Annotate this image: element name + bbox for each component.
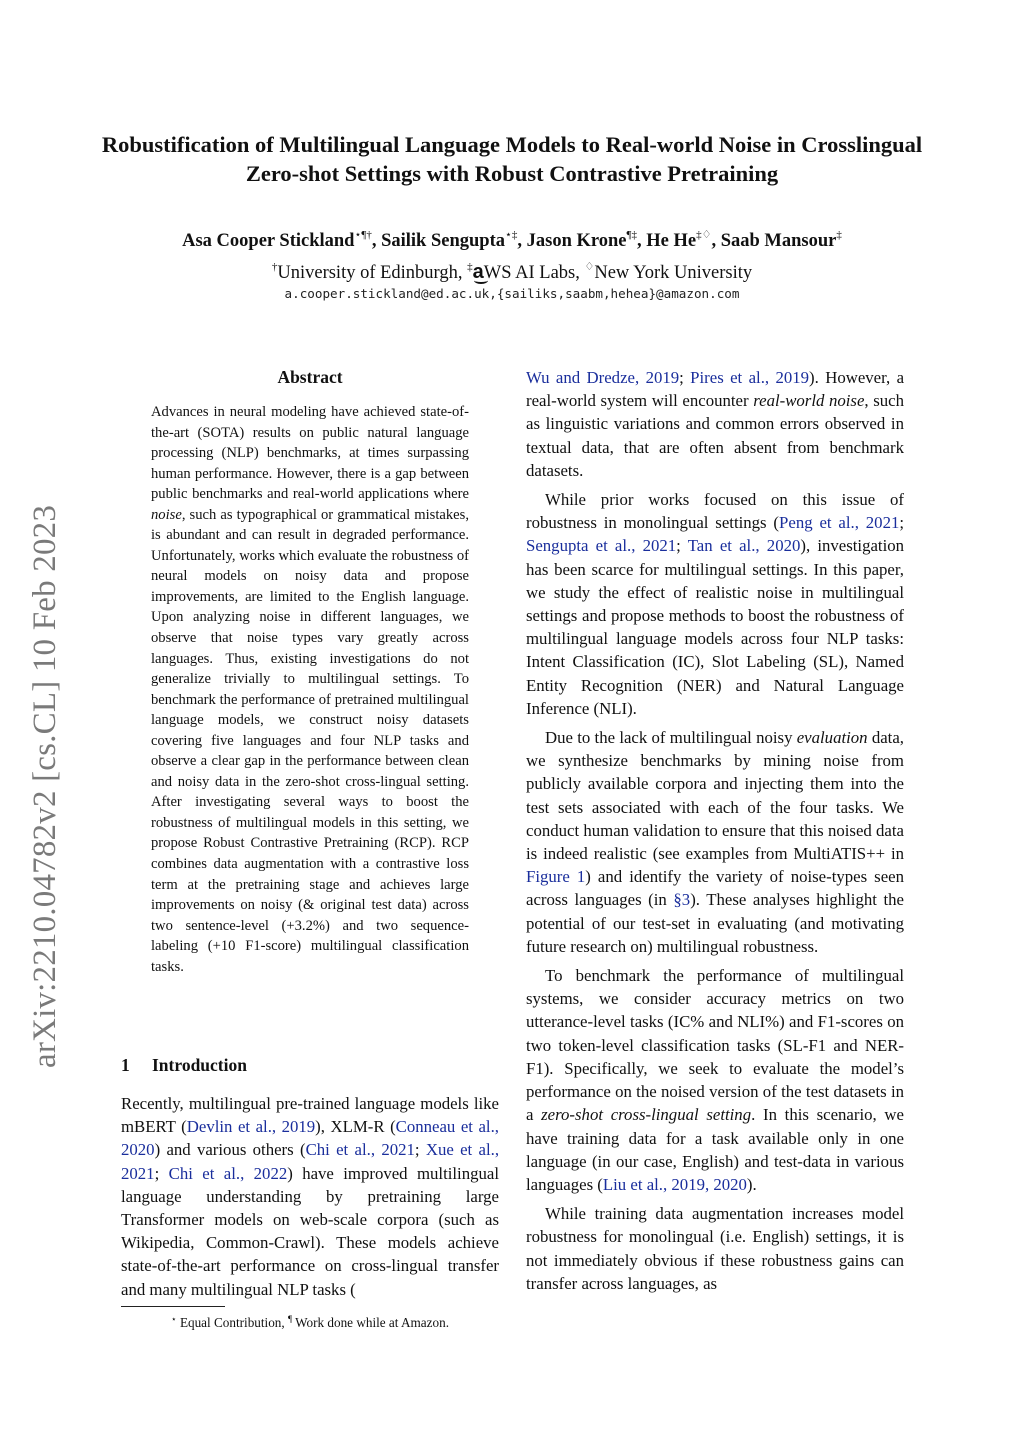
author-marks: ‡ [836, 229, 842, 241]
citation-link[interactable]: Tan et al., 2020 [687, 536, 801, 556]
affiliations: †University of Edinburgh, ‡a WS AI Labs, ♢New York University [271, 261, 753, 283]
citation-link[interactable]: Peng et al., 2021 [779, 513, 900, 533]
paragraph: Wu and Dredze, 2019; Pires et al., 2019). However, a real-world system will encounter real-world noise, such as linguistic variations and common errors observed in textual data, that are often absent from benchmark datasets. [526, 368, 905, 480]
paragraph: While training data augmentation increases model robustness for monolingual (i.e. English) settings, it is not immediately obvious if these robustness gains can transfer across languages, as [526, 1204, 904, 1293]
affiliation-aws: WS AI Labs [483, 263, 576, 283]
section-number: 1 [121, 1055, 130, 1075]
amazon-logo-icon: a [473, 263, 484, 281]
author-name: Saab Mansour [720, 231, 837, 251]
abstract-text: Advances in neural modeling have achieved state-of-the-art (SOTA) results on public natural language processing (NLP) benchmarks, at times surpassing human performance. However, there is a gap between public benchmarks and real-world applications where noise, such as typographical or grammatical mistakes, is abundant and can result in degraded performance. Unfortunately, works which evaluate the robustness of neural models on noisy data and propose improvements, are limited to the English language. Upon analyzing noise in different languages, we observe that noise types vary greatly across languages. Thus, existing investigations do not generalize trivially to multilingual settings. To benchmark the performance of pretrained multilingual language models, we construct noisy datasets covering five languages and four NLP tasks and observe a clear gap in the performance between clean and noisy data in the zero-shot cross-lingual setting. After investigating several ways to boost the robustness of multilingual models in this setting, we propose Robust Contrastive Pretraining (RCP). RCP combines data augmentation with a contrastive loss term at the pretraining stage and achieves large improvements on noisy (& original test data) across two sentence-level (+3.2%) and two sequence-labeling (+10 F1-score) multilingual classification tasks. [151, 404, 470, 975]
author-list: Asa Cooper Stickland⋆¶†, Sailik Sengupta⋆‡, Jason Krone¶‡, He He‡♢, Saab Mansour‡ [182, 229, 842, 251]
citation-link[interactable]: Liu et al., 2019, 2020 [602, 1174, 747, 1194]
affiliation-edinburgh: University of Edinburgh [277, 263, 458, 283]
figure-reference-link[interactable]: Figure 1 [526, 867, 586, 887]
citation-link[interactable]: Wu and Dredze, 2019 [526, 368, 680, 387]
affiliation-nyu: New York University [594, 263, 753, 283]
citation-link[interactable]: Conneau et al., 2020 [121, 1117, 499, 1160]
section-reference-link[interactable]: §3 [673, 890, 691, 910]
citation-link[interactable]: Devlin et al., 2019 [186, 1117, 316, 1137]
citation-link[interactable]: Xue et al., 2021 [121, 1140, 500, 1183]
paragraph: Recently, multilingual pre-trained language models like mBERT (Devlin et al., 2019), XLM-R (Conneau et al., 2020) and various others (Chi et al., 2021; Xue et al., 2021; Chi et al., 2022) have improved multilingual language understanding by pretraining large Transformer models on web-scale corpora (such as Wikipedia, Common-Crawl). These models achieve state-of-the-art performance on cross-lingual transfer and many multilingual NLP tasks ( [121, 1094, 500, 1299]
citation-link[interactable]: Chi et al., 2022 [168, 1163, 288, 1183]
paragraph: Due to the lack of multilingual noisy evaluation data, we synthesize benchmarks by mining noise from publicly available corpora and injecting them into the test sets associated with each of the four tasks. We conduct human validation to ensure that this noised data is indeed realistic (see examples from MultiATIS++ in Figure 1) and identify the variety of noise-types seen across languages (in §3). These analyses highlight the potential of our test-set in evaluating (and motivating future research on) multilingual robustness. [526, 728, 904, 956]
author-marks: ⋆‡ [505, 229, 518, 241]
footnote-divider [121, 1306, 225, 1307]
paragraph: To benchmark the performance of multilingual systems, we consider accuracy metrics on two utterance-level tasks (IC% and NLI%) and F1-scores on two token-level classification tasks (SL-F1 and NER-F1). Specifically, we seek to evaluate the model’s performance on the noised version of the test datasets in a zero-shot cross-lingual setting. In this scenario, we have training data for a task available only in one language (in our case, English) and test-data in various languages (Liu et al., 2019, 2020). [526, 966, 904, 1194]
author-name: Sailik Sengupta [381, 231, 505, 251]
paper-title: Robustification of Multilingual Language Models to Real-world Noise in Crosslingual Zero-shot Settings with Robust Contrastive Pretraining [101, 132, 923, 186]
citation-link[interactable]: Chi et al., 2021 [305, 1140, 415, 1160]
section-heading-introduction [121, 1054, 501, 1076]
section-title: Introduction [152, 1055, 247, 1075]
arxiv-identifier: arXiv:2210.04782v2 [cs.CL] 10 Feb 2023 [27, 504, 63, 1068]
author-name: Jason Krone [526, 231, 627, 251]
introduction-left-column [121, 1092, 499, 1301]
abstract-emphasis: noise [151, 506, 182, 523]
author-marks: ⋆¶† [354, 229, 372, 241]
author-name: He He [646, 231, 697, 251]
author-marks: ¶‡ [626, 229, 638, 241]
introduction-right-column [526, 366, 904, 1295]
footnote: ⋆ Equal Contribution, ¶ Work done while at Amazon. [171, 1314, 449, 1330]
author-marks: ‡♢ [696, 229, 712, 241]
author-name: Asa Cooper Stickland [182, 231, 355, 251]
citation-link[interactable]: Pires et al., 2019 [690, 368, 810, 387]
abstract-heading: Abstract [277, 367, 343, 387]
author-emails: a.cooper.stickland@ed.ac.uk,{sailiks,saabm,hehea}@amazon.com [284, 286, 740, 301]
paragraph: While prior works focused on this issue of robustness in monolingual settings (Peng et al., 2021; Sengupta et al., 2021; Tan et al., 2020), investigation has been scarce for multilingual settings. In this paper, we study the effect of realistic noise in multilingual settings and propose methods to boost the robustness of multilingual language models across four NLP tasks: Intent Classification (IC), Slot Labeling (SL), Named Entity Recognition (NER) and Natural Language Inference (NLI). [526, 490, 905, 718]
citation-link[interactable]: Sengupta et al., 2021 [526, 536, 677, 556]
